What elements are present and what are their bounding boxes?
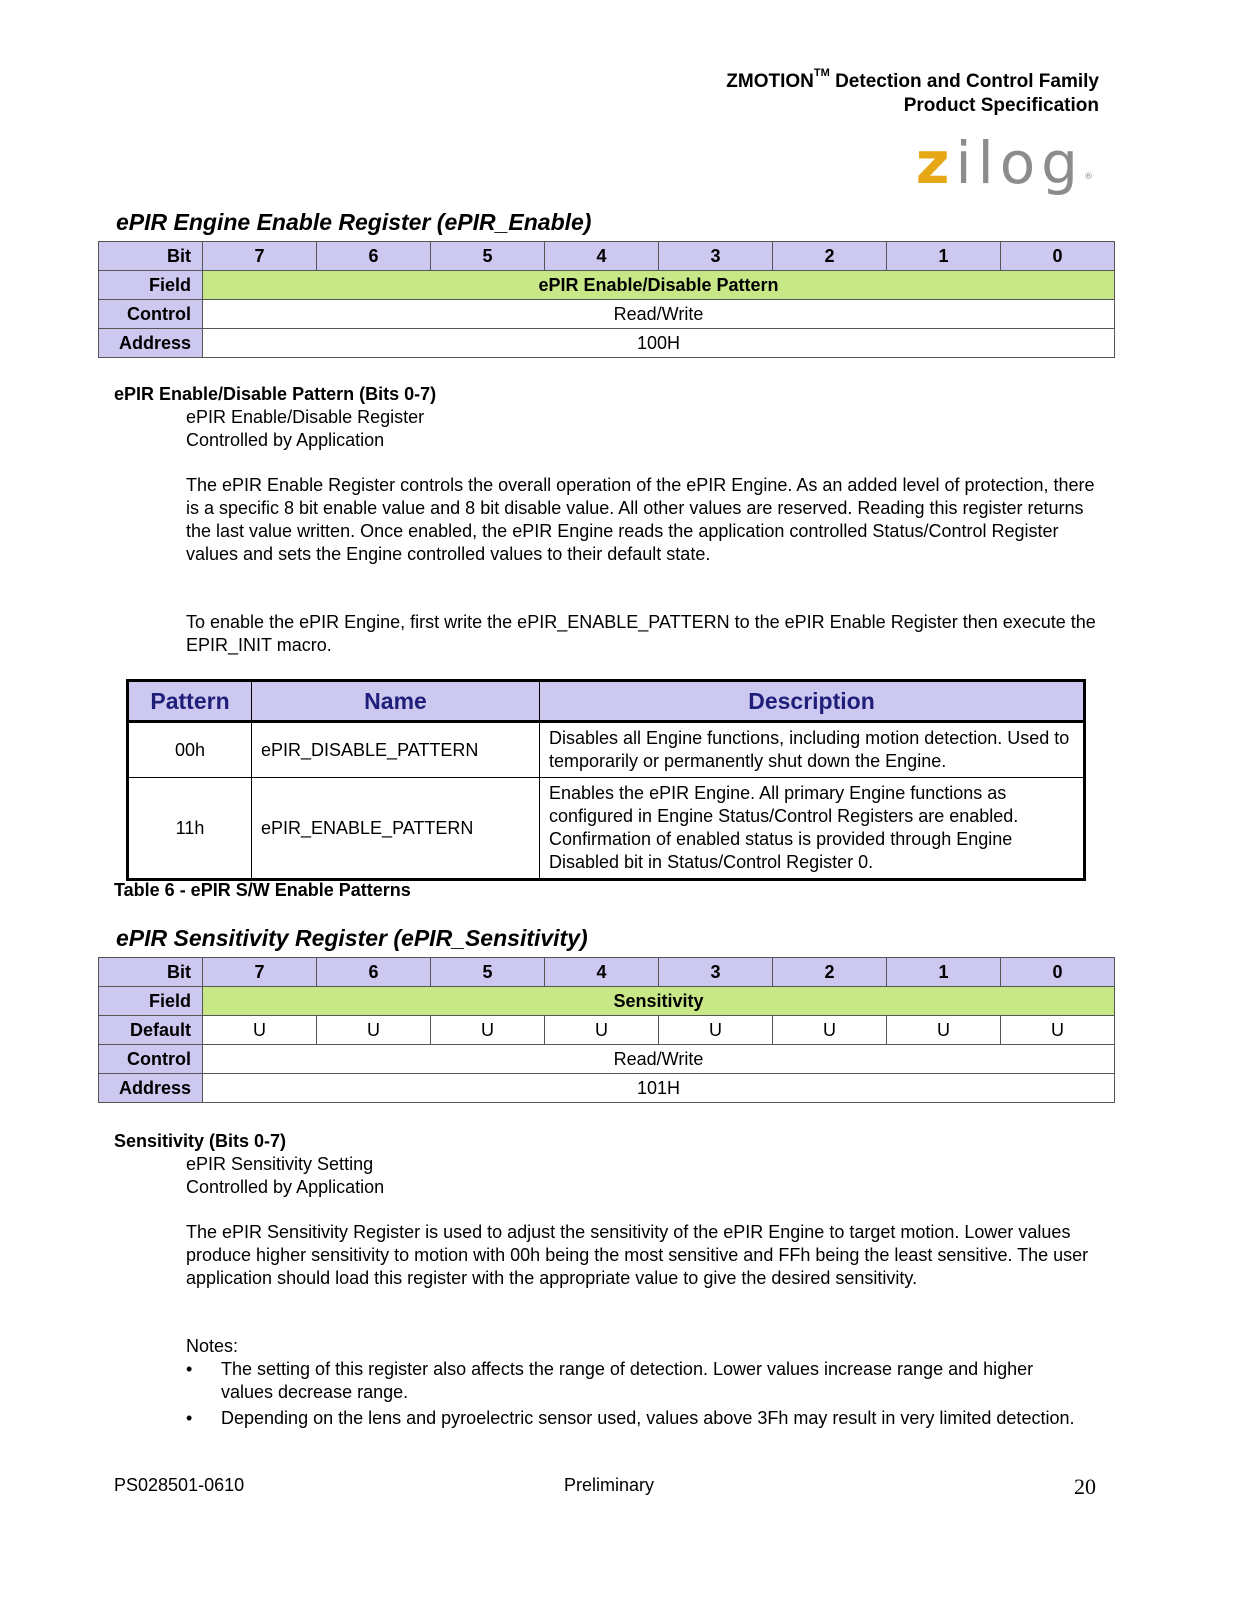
- address-cell: 100H: [203, 329, 1115, 358]
- sensitivity-line: ePIR Sensitivity Setting: [186, 1154, 374, 1174]
- enable-instruction: [186, 611, 1106, 657]
- bit-cell: 7: [203, 242, 317, 271]
- list-item: [186, 1358, 1086, 1404]
- enable-register-title: ePIR Engine Enable Register (ePIR_Enable): [116, 209, 592, 235]
- bullet: •: [186, 1408, 193, 1428]
- enable-line: ePIR Enable/Disable Register: [186, 407, 425, 427]
- enable-paragraph: [186, 474, 1106, 566]
- trademark-mark: TM: [813, 67, 830, 79]
- pattern-cell: 00h: [128, 722, 252, 778]
- table-row: [128, 778, 1085, 880]
- enable-paragraph-text: The ePIR Enable Register controls the overall operation of the ePIR Engine. As an added level of protection, there is a specific 8 bit enable value and 8 bit disable value. All other values are reserved. Reading this register returns the last value written. Once enabled, the ePIR Engine reads the application controlled Status/Control Register values and sets the Engine controlled values to their default state.: [186, 475, 1095, 564]
- name-cell: ePIR_DISABLE_PATTERN: [252, 722, 540, 778]
- default-cell: U: [773, 1016, 887, 1045]
- control-row: [99, 1045, 1115, 1074]
- sensitivity-description: [186, 1153, 1106, 1199]
- document-status: Preliminary: [564, 1475, 655, 1495]
- name-cell: ePIR_ENABLE_PATTERN: [252, 778, 540, 880]
- field-row: [99, 987, 1115, 1016]
- address-row: [99, 1074, 1115, 1103]
- field-cell: ePIR Enable/Disable Pattern: [203, 271, 1115, 300]
- field-row: [99, 271, 1115, 300]
- address-row: [99, 329, 1115, 358]
- note-text: Depending on the lens and pyroelectric sensor used, values above 3Fh may result in very limited detection.: [221, 1408, 1075, 1428]
- document-id: PS028501-0610: [114, 1475, 245, 1495]
- sensitivity-bits-heading: Sensitivity (Bits 0-7): [114, 1131, 287, 1151]
- bit-cell: 1: [887, 958, 1001, 987]
- bit-cell: 3: [659, 958, 773, 987]
- row-label: Field: [99, 987, 203, 1016]
- default-cell: U: [203, 1016, 317, 1045]
- default-cell: U: [431, 1016, 545, 1045]
- enable-bits-heading: ePIR Enable/Disable Pattern (Bits 0-7): [114, 384, 437, 404]
- notes-list: [186, 1358, 1086, 1433]
- bit-cell: 5: [431, 958, 545, 987]
- header-subtitle: Product Specification: [903, 95, 1099, 116]
- notes-label-text: Notes:: [186, 1336, 239, 1356]
- sensitivity-paragraph: [186, 1221, 1106, 1290]
- control-cell: Read/Write: [203, 300, 1115, 329]
- logo-text: ilog: [955, 129, 1084, 197]
- column-header: Description: [540, 681, 1085, 722]
- bit-row: [99, 242, 1115, 271]
- table-header-row: [128, 681, 1085, 722]
- product-family: Detection and Control Family: [829, 71, 1099, 92]
- default-cell: U: [317, 1016, 431, 1045]
- control-cell: Read/Write: [203, 1045, 1115, 1074]
- bit-cell: 7: [203, 958, 317, 987]
- bit-cell: 5: [431, 242, 545, 271]
- column-header: Pattern: [128, 681, 252, 722]
- bit-cell: 6: [317, 958, 431, 987]
- default-cell: U: [659, 1016, 773, 1045]
- bit-cell: 0: [1001, 242, 1115, 271]
- document-header: [726, 67, 1099, 118]
- page-number: 20: [1074, 1474, 1096, 1499]
- bit-row: [99, 958, 1115, 987]
- row-label: Address: [99, 1074, 203, 1103]
- description-cell: Enables the ePIR Engine. All primary Engine functions as configured in Engine Status/Control Registers are enabled. Confirmation of enabled status is provided through Engine Disabled bit in Status/Control Register 0.: [540, 778, 1085, 880]
- pattern-cell: 11h: [128, 778, 252, 880]
- row-label: Field: [99, 271, 203, 300]
- bit-cell: 2: [773, 958, 887, 987]
- bullet: •: [186, 1359, 193, 1379]
- product-name: ZMOTION: [726, 71, 814, 92]
- bit-cell: 4: [545, 958, 659, 987]
- table-caption: Table 6 - ePIR S/W Enable Patterns: [114, 880, 411, 900]
- enable-register-table: [98, 241, 1115, 358]
- sensitivity-paragraph-text: The ePIR Sensitivity Register is used to adjust the sensitivity of the ePIR Engine to target motion. Lower values produce higher sensitivity to motion with 00h being the most sensitive and FFh being the least sensitive. The user application should load this register with the appropriate value to give the desired sensitivity.: [186, 1222, 1089, 1288]
- list-item: [186, 1407, 1086, 1430]
- sensitivity-register-title: ePIR Sensitivity Register (ePIR_Sensitivity): [116, 925, 588, 951]
- default-cell: U: [887, 1016, 1001, 1045]
- note-text: The setting of this register also affects the range of detection. Lower values increase range and higher values decrease range.: [221, 1359, 1034, 1402]
- row-label: Bit: [99, 242, 203, 271]
- notes-label: [186, 1335, 1106, 1358]
- bit-cell: 1: [887, 242, 1001, 271]
- enable-instruction-text: To enable the ePIR Engine, first write the ePIR_ENABLE_PATTERN to the ePIR Enable Register then execute the EPIR_INIT macro.: [186, 612, 1096, 655]
- row-label: Bit: [99, 958, 203, 987]
- bit-cell: 6: [317, 242, 431, 271]
- bit-cell: 3: [659, 242, 773, 271]
- sensitivity-line: Controlled by Application: [186, 1177, 385, 1197]
- row-label: Default: [99, 1016, 203, 1045]
- bit-cell: 0: [1001, 958, 1115, 987]
- row-label: Control: [99, 300, 203, 329]
- zilog-logo: [916, 128, 1093, 198]
- registered-mark: ®: [1084, 172, 1093, 182]
- default-cell: U: [545, 1016, 659, 1045]
- enable-patterns-table: [126, 679, 1086, 881]
- sensitivity-register-table: [98, 957, 1115, 1103]
- header-title: [726, 67, 1099, 94]
- default-row: [99, 1016, 1115, 1045]
- enable-description: [186, 406, 1106, 452]
- row-label: Control: [99, 1045, 203, 1074]
- column-header: Name: [252, 681, 540, 722]
- control-row: [99, 300, 1115, 329]
- bit-cell: 4: [545, 242, 659, 271]
- address-cell: 101H: [203, 1074, 1115, 1103]
- enable-line: Controlled by Application: [186, 430, 385, 450]
- field-cell: Sensitivity: [203, 987, 1115, 1016]
- description-cell: Disables all Engine functions, including motion detection. Used to temporarily or permanently shut down the Engine.: [540, 722, 1085, 778]
- row-label: Address: [99, 329, 203, 358]
- bit-cell: 2: [773, 242, 887, 271]
- logo-z: z: [915, 129, 956, 197]
- default-cell: U: [1001, 1016, 1115, 1045]
- table-row: [128, 722, 1085, 778]
